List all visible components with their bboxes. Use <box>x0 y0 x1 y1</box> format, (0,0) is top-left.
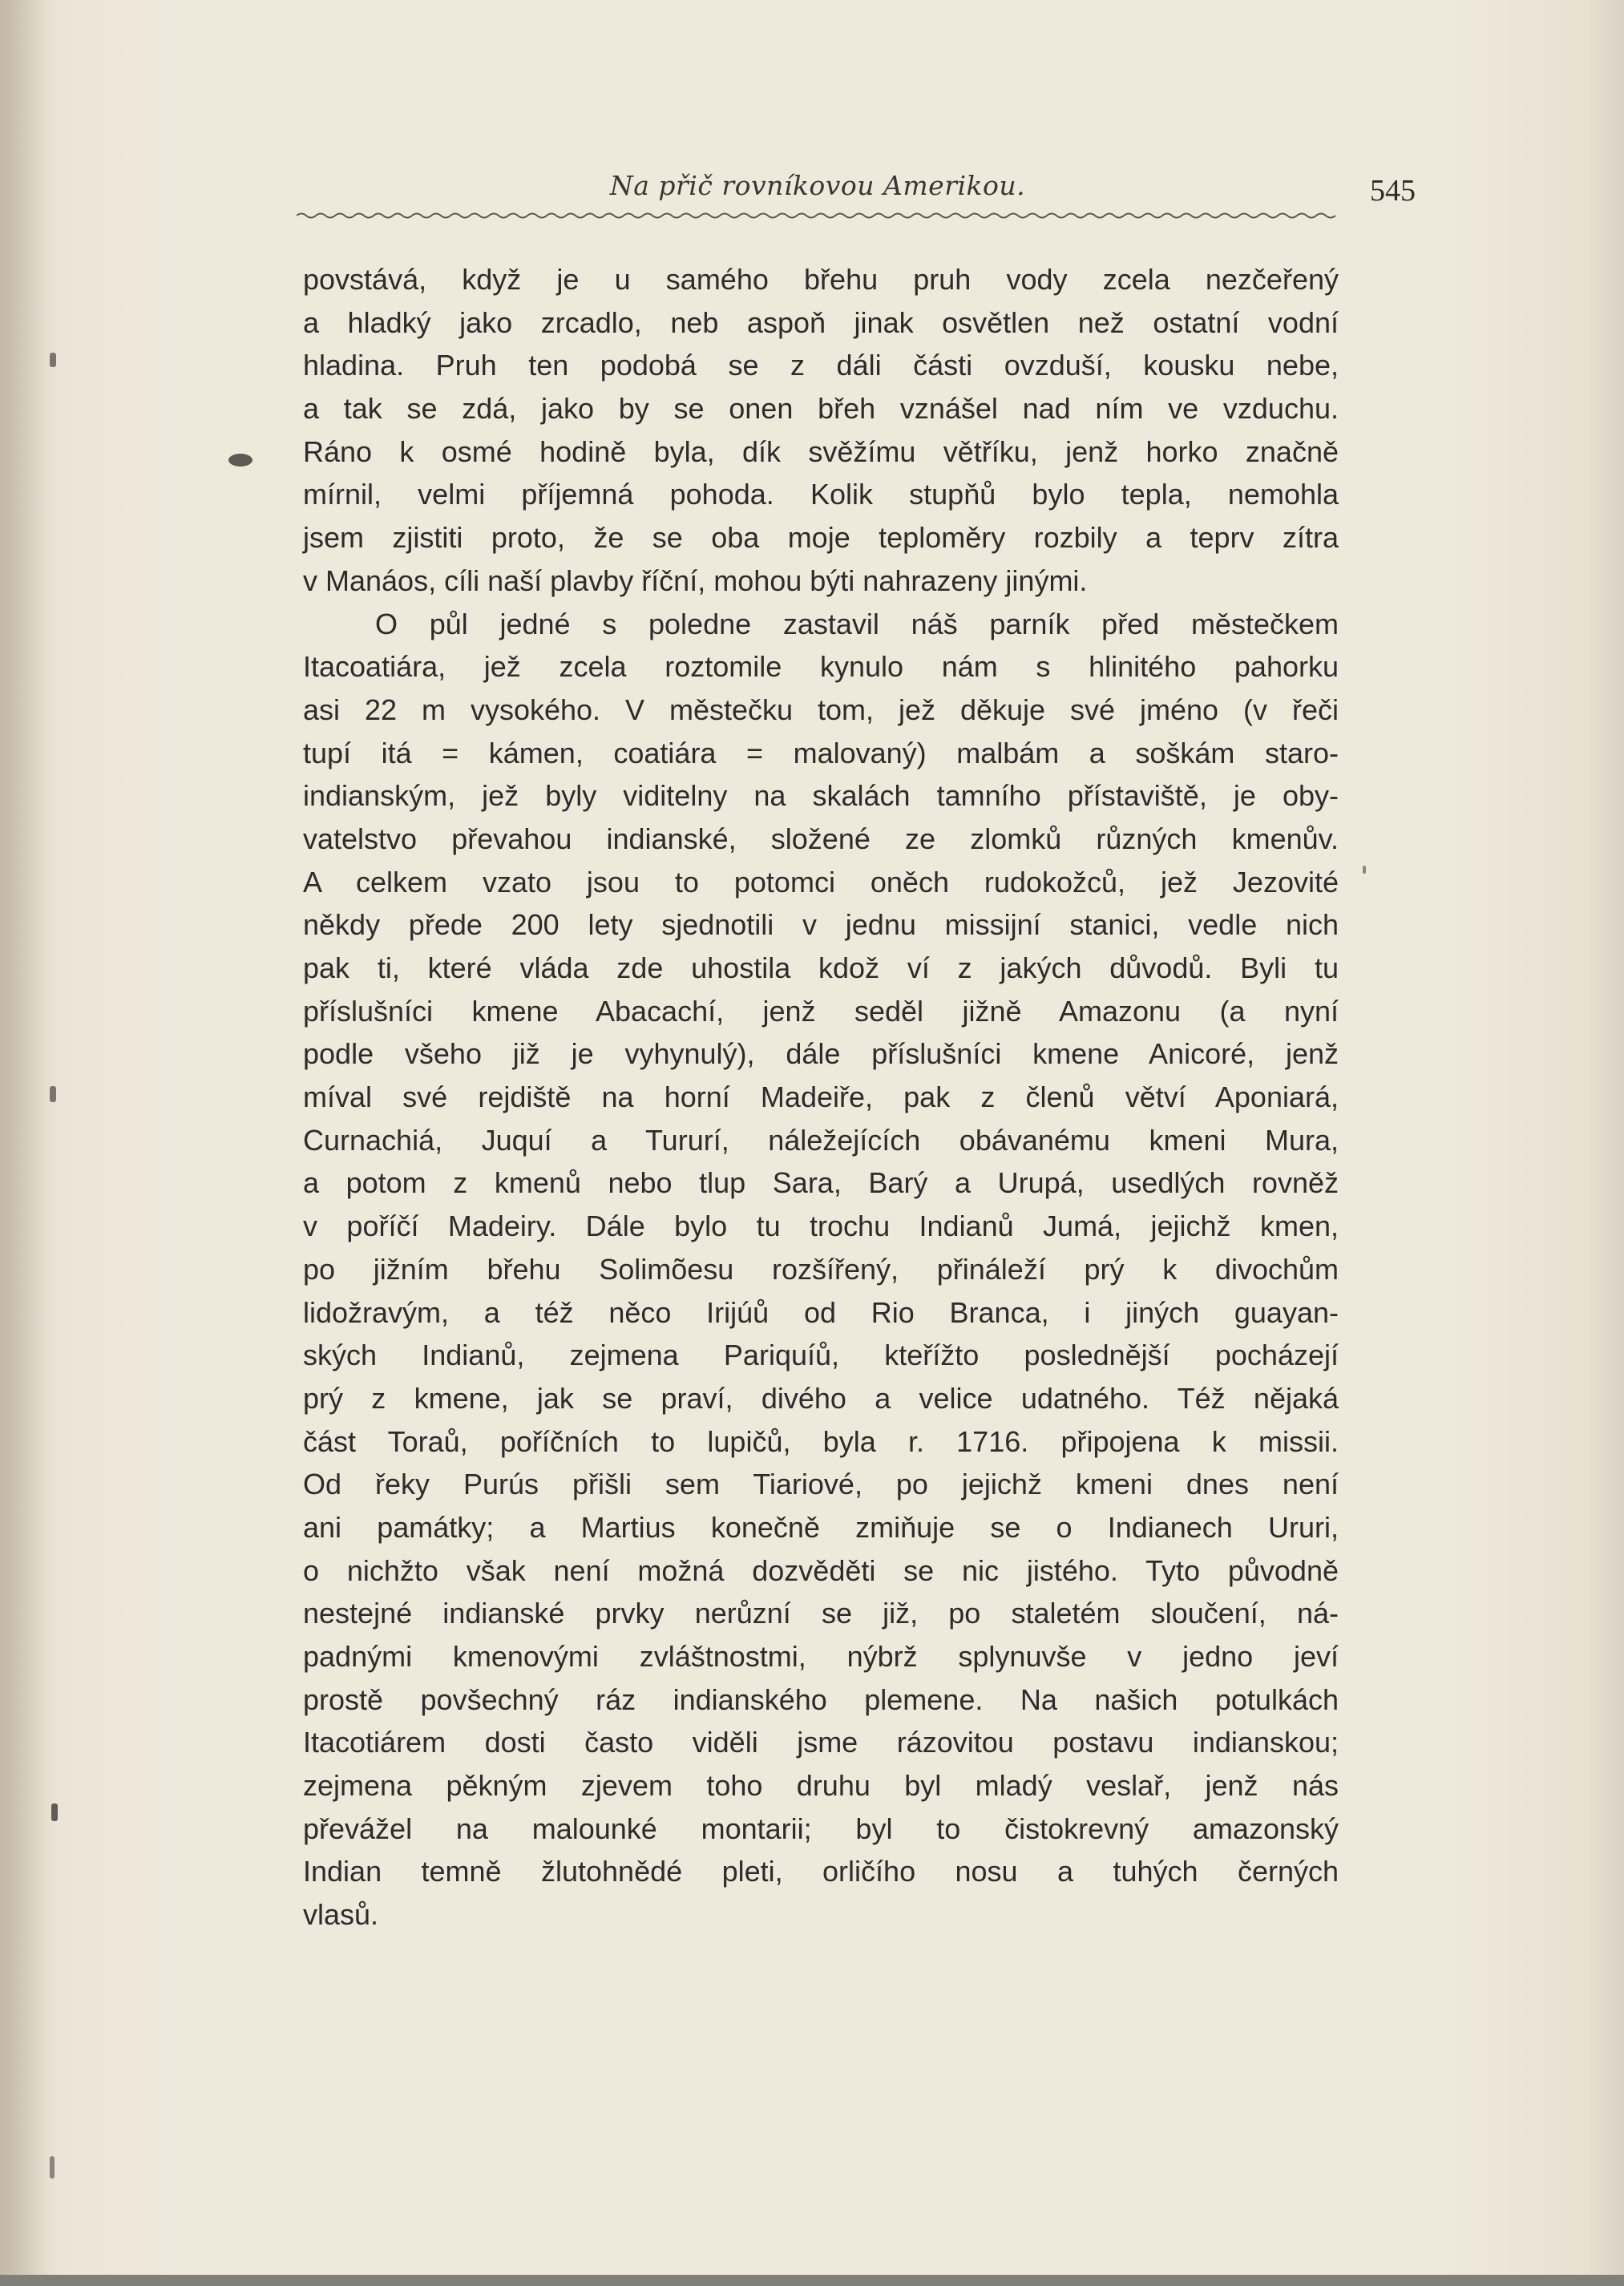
text-line: podle všeho již je vyhynulý), dále příslušníci kmene Anicoré, jenž <box>303 1037 1339 1071</box>
text-line: pak ti, které vláda zde uhostila kdož ví z jakých důvodů. Byli tu <box>303 951 1339 984</box>
text-line: Indian temně žlutohnědé pleti, orličího nosu a tuhých černých <box>303 1855 1339 1888</box>
text-line: tupí itá = kámen, coatiára = malovaný) malbám a soškám staro- <box>303 736 1339 769</box>
margin-blot <box>228 454 252 466</box>
text-line: mírnil, velmi příjemná pohoda. Kolik stupňů bylo tepla, nemohla <box>303 478 1339 511</box>
text-line: a potom z kmenů nebo tlup Sara, Barý a Urupá, usedlých rovněž <box>303 1166 1339 1200</box>
text-line: část Toraů, poříčních to lupičů, byla r. 1716. připojena k missii. <box>303 1424 1339 1458</box>
running-title: Na přič rovníkovou Amerikou. <box>609 170 1026 201</box>
margin-speck <box>1363 866 1366 874</box>
text-line: indianským, jež byly viditelny na skalách tamního přístaviště, je oby- <box>303 779 1339 813</box>
text-line: povstává, když je u samého břehu pruh vody zcela nezčeřený <box>303 263 1339 296</box>
header-wavy-rule <box>297 210 1339 221</box>
text-line: lidožravým, a též něco Irijúů od Rio Branca, i jiných guayan- <box>303 1295 1339 1329</box>
text-line: A celkem vzato jsou to potomci oněch rudokožců, jež Jezovité <box>303 865 1339 899</box>
text-line: padnými kmenovými zvláštnostmi, nýbrž splynuvše v jedno jeví <box>303 1640 1339 1673</box>
page-gutter-shadow <box>0 0 56 2286</box>
text-line: prostě povšechný ráz indianského plemene. Na našich potulkách <box>303 1682 1339 1716</box>
margin-speck <box>50 2156 55 2179</box>
margin-speck <box>50 1086 56 1102</box>
text-line: Ráno k osmé hodině byla, dík svěžímu větříku, jenž horko značně <box>303 434 1339 468</box>
text-line: jsem zjistiti proto, že se oba moje teploměry rozbily a teprv zítra <box>303 521 1339 555</box>
page-number: 545 <box>1370 174 1416 208</box>
text-line: míval své rejdiště na horní Madeiře, pak z členů větví Aponiará, <box>303 1080 1339 1114</box>
text-line: vlasů. <box>303 1898 379 1932</box>
text-line: v Manáos, cíli naší plavby říční, mohou býti nahrazeny jinými. <box>303 563 1088 597</box>
scan-bottom-edge <box>0 2275 1624 2286</box>
text-line: někdy přede 200 lety sjednotili v jednu missijní stanici, vedle nich <box>303 908 1339 942</box>
text-line: Itacoatiára, jež zcela roztomile kynulo nám s hlinitého pahorku <box>303 650 1339 684</box>
text-line: vatelstvo převahou indianské, složené ze zlomků různých kmenův. <box>303 822 1339 855</box>
text-line: a tak se zdá, jako by se onen břeh vznášel nad ním ve vzduchu. <box>303 392 1339 426</box>
text-line: Curnachiá, Juquí a Tururí, náležejících obávanému kmeni Mura, <box>303 1123 1339 1157</box>
text-line: ani památky; a Martius konečně zmiňuje se o Indianech Ururi, <box>303 1510 1339 1544</box>
text-line: v poříčí Madeiry. Dále bylo tu trochu Indianů Jumá, jejichž kmen, <box>303 1210 1339 1243</box>
text-line: po jižním břehu Solimõesu rozšířený, přináleží prý k divochům <box>303 1252 1339 1286</box>
margin-speck <box>51 1803 58 1821</box>
body-text <box>303 258 1339 1937</box>
text-line: o nichžto však není možná dozvěděti se nic jistého. Tyto původně <box>303 1553 1339 1587</box>
text-line: zejmena pěkným zjevem toho druhu byl mladý veslař, jenž nás <box>303 1769 1339 1803</box>
text-line: hladina. Pruh ten podobá se z dáli části ovzduší, kousku nebe, <box>303 349 1339 382</box>
text-line: ských Indianů, zejmena Pariquíů, kteřížto poslednější pocházejí <box>303 1339 1339 1372</box>
text-line: Itacotiárem dosti často viděli jsme rázovitou postavu indianskou; <box>303 1726 1339 1759</box>
text-line: převážel na malounké montarii; byl to čistokrevný amazonský <box>303 1811 1339 1845</box>
text-line: prý z kmene, jak se praví, divého a velice udatného. Též nějaká <box>303 1381 1339 1415</box>
text-line: příslušníci kmene Abacachí, jenž seděl jižně Amazonu (a nyní <box>303 994 1339 1028</box>
text-line: asi 22 m vysokého. V městečku tom, jež děkuje své jméno (v řeči <box>303 693 1339 726</box>
text-line: O půl jedné s poledne zastavil náš parník před městečkem <box>375 607 1339 640</box>
margin-speck <box>50 353 56 367</box>
text-line: nestejné indianské prvky nerůzní se již, po staletém sloučení, ná- <box>303 1597 1339 1630</box>
text-line: a hladký jako zrcadlo, neb aspoň jinak osvětlen než ostatní vodní <box>303 305 1339 339</box>
text-line: Od řeky Purús přišli sem Tiariové, po jejichž kmeni dnes není <box>303 1468 1339 1501</box>
